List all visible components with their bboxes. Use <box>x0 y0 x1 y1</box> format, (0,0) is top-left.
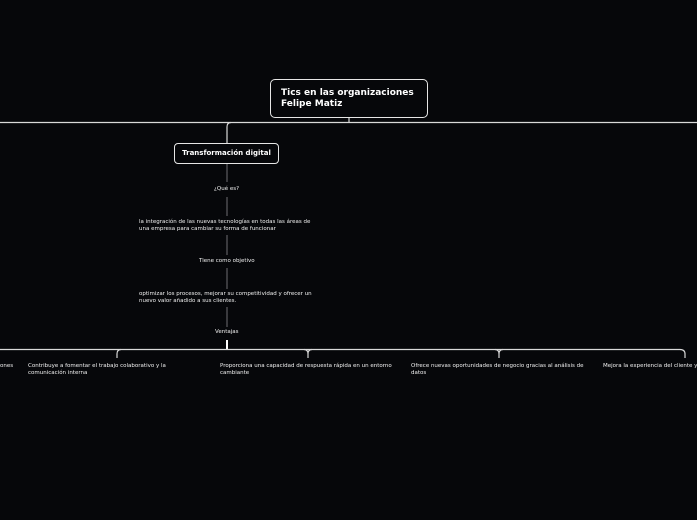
objective-line-2: nuevo valor añadido a sus clientes. <box>139 298 237 304</box>
definition-line-1: la integración de las nuevas tecnologías en todas las áreas de <box>139 219 311 225</box>
ventaja-item[interactable]: ones <box>0 363 14 369</box>
definition-line-2: una empresa para cambiar su forma de funcionar <box>139 226 276 232</box>
objective-text[interactable] <box>139 291 312 305</box>
root-title: Tics en las organizaciones <box>281 88 414 98</box>
objective-line-1: optimizar los procesos, mejorar su competitividad y ofrecer un <box>139 291 312 297</box>
ventaja-item[interactable]: Mejora la experiencia del cliente y <box>603 363 697 369</box>
root-node[interactable] <box>270 79 428 118</box>
topic-transformacion-digital[interactable] <box>174 143 279 164</box>
ventaja-item[interactable]: Proporciona una capacidad de respuesta rápida en un entorno cambiante <box>220 363 392 376</box>
ventaja-item[interactable]: Contribuye a fomentar el trabajo colaborativo y la comunicación interna <box>28 363 166 376</box>
topic-title: Transformación digital <box>182 149 271 157</box>
label-ventajas[interactable]: Ventajas <box>215 329 239 335</box>
definition-text[interactable] <box>139 219 310 233</box>
label-objetivo[interactable]: Tiene como objetivo <box>199 258 255 264</box>
ventaja-item[interactable]: Ofrece nuevas oportunidades de negocio gracias al análisis de datos <box>411 363 584 376</box>
root-author: Felipe Matiz <box>281 99 343 109</box>
label-que-es[interactable]: ¿Qué es? <box>214 186 240 192</box>
